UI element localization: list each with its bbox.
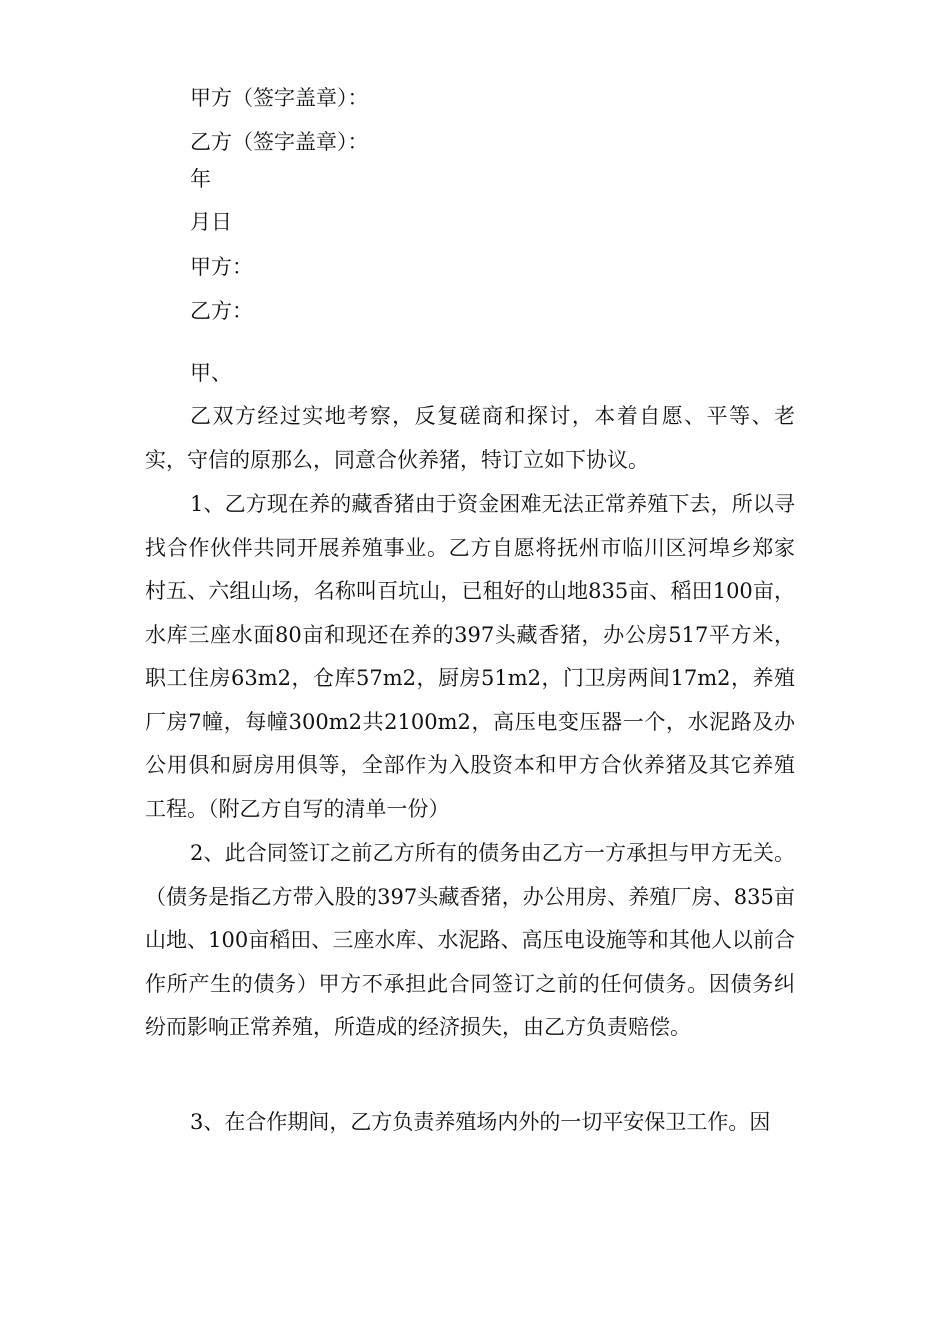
party-a-prefix-line: 甲、 [190, 361, 232, 385]
intro-paragraph: 乙双方经过实地考察，反复磋商和探讨，本着自愿、平等、老实，守信的原那么，同意合伙养猪，特订立如下协议。 [145, 404, 795, 472]
clause-3-paragraph: 3、在合作期间，乙方负责养殖场内外的一切平安保卫工作。因 [190, 1110, 771, 1134]
party-a-line: 甲方： [190, 255, 253, 279]
clause-1-paragraph: 1、乙方现在养的藏香猪由于资金困难无法正常养殖下去，所以寻找合作伙伴共同开展养殖事业。乙方自愿将抚州市临川区河埠乡郑家村五、六组山场，名称叫百坑山，已租好的山地835亩、稻田100亩，水库三座水面80亩和现还在养的397头藏香猪，办公房517平方米，职工住房63m2，仓库57m2，厨房51m2，门卫房两间17m2，养殖厂房7幢，每幢300m2共2100m2，高压电变压器一个，水泥路及办公用俱和厨房用俱等，全部作为入股资本和甲方合伙养猪及其它养殖工程。（附乙方自写的清单一份） [145, 492, 795, 821]
month-day-line: 月日 [190, 210, 232, 234]
party-a-signature-line: 甲方（签字盖章）： [190, 86, 369, 110]
party-b-line: 乙方： [190, 299, 253, 323]
clause-2-paragraph: 2、此合同签订之前乙方所有的债务由乙方一方承担与甲方无关。（债务是指乙方带入股的397头藏香猪，办公用房、养殖厂房、835亩山地、100亩稻田、三座水库、水泥路、高压电设施等和其他人以前合作所产生的债务）甲方不承担此合同签订之前的任何债务。因债务纠纷而影响正常养殖，所造成的经济损失，由乙方负责赔偿。 [145, 841, 795, 1039]
party-b-signature-line: 乙方（签字盖章）： [190, 130, 369, 154]
year-line: 年 [190, 167, 211, 191]
